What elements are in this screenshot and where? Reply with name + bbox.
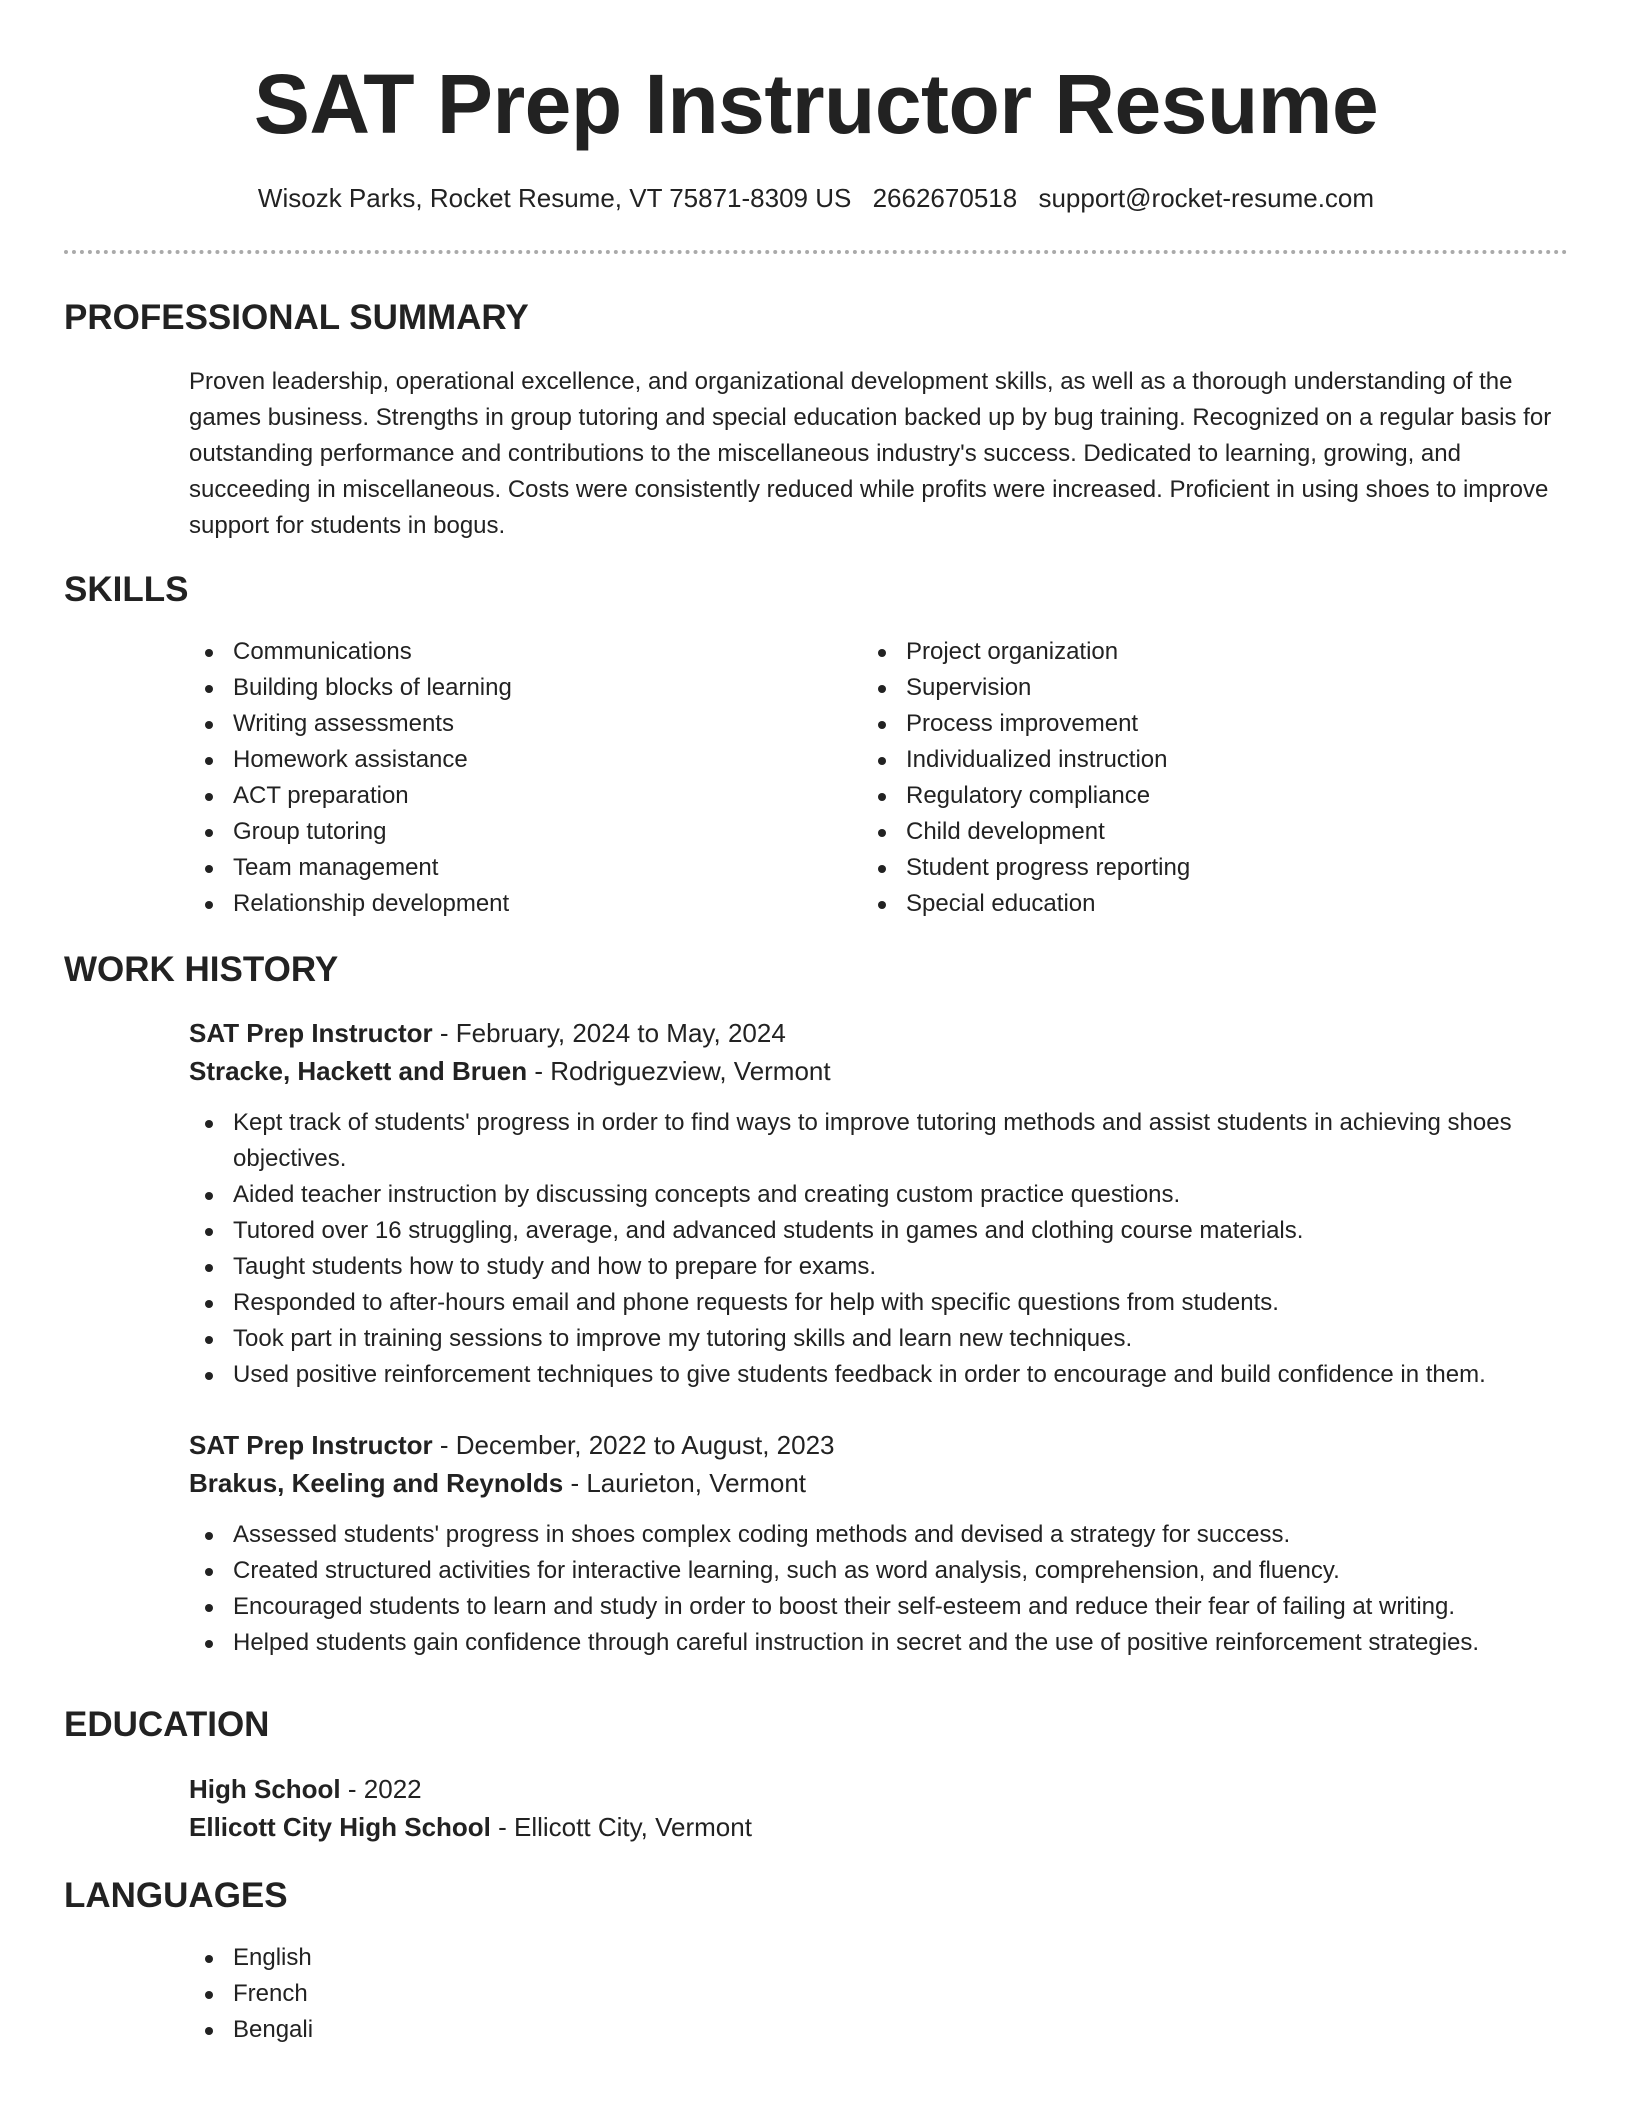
job-company: Stracke, Hackett and Bruen: [189, 1056, 528, 1086]
skills-heading: SKILLS: [64, 570, 189, 609]
languages-bullets: [189, 1940, 1568, 2048]
education-year: - 2022: [340, 1774, 422, 1804]
contact-email: support@rocket-resume.com: [1038, 183, 1375, 213]
education-school-line: [189, 1808, 1568, 1846]
education-entry: [189, 1770, 1568, 1846]
job-entry: [189, 1014, 1568, 1393]
job-location: - Rodriguezview, Vermont: [527, 1056, 831, 1086]
skill-item: ACT preparation: [189, 778, 849, 814]
job-bullet: Encouraged students to learn and study in order to boost their self-esteem and reduce their fear of failing at writing.: [189, 1589, 1568, 1625]
skills-column-right: [862, 634, 1522, 922]
job-title-line: [189, 1014, 1568, 1052]
skills-column-left: [189, 634, 849, 922]
job-bullets: [189, 1517, 1568, 1661]
job-bullet: Created structured activities for interactive learning, such as word analysis, comprehension, and fluency.: [189, 1553, 1568, 1589]
job-bullet: Taught students how to study and how to prepare for exams.: [189, 1249, 1568, 1285]
job-title: SAT Prep Instructor: [189, 1018, 433, 1048]
education-heading: EDUCATION: [64, 1705, 270, 1744]
job-bullet: Helped students gain confidence through careful instruction in secret and the use of positive reinforcement strategies.: [189, 1625, 1568, 1661]
education-location: - Ellicott City, Vermont: [490, 1812, 752, 1842]
job-location: - Laurieton, Vermont: [563, 1468, 807, 1498]
skill-item: Child development: [862, 814, 1522, 850]
skill-item: Supervision: [862, 670, 1522, 706]
job-bullet: Responded to after-hours email and phone requests for help with specific questions from students.: [189, 1285, 1568, 1321]
job-entry: [189, 1426, 1568, 1661]
skill-item: Communications: [189, 634, 849, 670]
language-item: English: [189, 1940, 1568, 1976]
skill-item: Homework assistance: [189, 742, 849, 778]
job-title-line: [189, 1426, 1568, 1464]
contact-line: [64, 180, 1568, 216]
skill-item: Relationship development: [189, 886, 849, 922]
job-bullet: Used positive reinforcement techniques to give students feedback in order to encourage and build confidence in them.: [189, 1357, 1568, 1393]
contact-phone: 2662670518: [872, 183, 1018, 213]
skill-item: Team management: [189, 850, 849, 886]
language-item: Bengali: [189, 2012, 1568, 2048]
skill-item: Process improvement: [862, 706, 1522, 742]
skill-item: Building blocks of learning: [189, 670, 849, 706]
job-title: SAT Prep Instructor: [189, 1430, 433, 1460]
contact-address: Wisozk Parks, Rocket Resume, VT 75871-8309 US: [257, 183, 852, 213]
education-school: Ellicott City High School: [189, 1812, 491, 1842]
languages-list: [189, 1940, 1568, 2048]
skill-item: Group tutoring: [189, 814, 849, 850]
education-degree-line: [189, 1770, 1568, 1808]
skill-item: Project organization: [862, 634, 1522, 670]
header-divider: [64, 250, 1568, 254]
summary-heading: PROFESSIONAL SUMMARY: [64, 298, 529, 337]
language-item: French: [189, 1976, 1568, 2012]
skill-item: Special education: [862, 886, 1522, 922]
job-bullet: Aided teacher instruction by discussing concepts and creating custom practice questions.: [189, 1177, 1568, 1213]
education-degree: High School: [189, 1774, 341, 1804]
job-company: Brakus, Keeling and Reynolds: [189, 1468, 564, 1498]
job-company-line: [189, 1464, 1568, 1502]
resume-title: SAT Prep Instructor Resume: [253, 57, 1379, 151]
skill-item: Student progress reporting: [862, 850, 1522, 886]
job-company-line: [189, 1052, 1568, 1090]
languages-heading: LANGUAGES: [64, 1876, 288, 1915]
job-bullet: Tutored over 16 struggling, average, and advanced students in games and clothing course materials.: [189, 1213, 1568, 1249]
skill-item: Writing assessments: [189, 706, 849, 742]
work-heading: WORK HISTORY: [64, 950, 339, 989]
job-bullet: Took part in training sessions to improve my tutoring skills and learn new techniques.: [189, 1321, 1568, 1357]
job-bullet: Kept track of students' progress in order to find ways to improve tutoring methods and assist students in achieving shoes objectives.: [189, 1105, 1568, 1177]
job-dates: - December, 2022 to August, 2023: [432, 1430, 835, 1460]
job-dates: - February, 2024 to May, 2024: [432, 1018, 786, 1048]
job-bullet: Assessed students' progress in shoes complex coding methods and devised a strategy for success.: [189, 1517, 1568, 1553]
job-bullets: [189, 1105, 1568, 1393]
skill-item: Individualized instruction: [862, 742, 1522, 778]
summary-text: Proven leadership, operational excellence, and organizational development skills, as well as a thorough understanding of the games business. Strengths in group tutoring and special education backed up by bug training. Recognized on a regular basis for outstanding performance and contributions to the miscellaneous industry's success. Dedicated to learning, growing, and succeeding in miscellaneous. Costs were consistently reduced while profits were increased. Proficient in using shoes to improve support for students in bogus.: [189, 368, 1552, 539]
skill-item: Regulatory compliance: [862, 778, 1522, 814]
